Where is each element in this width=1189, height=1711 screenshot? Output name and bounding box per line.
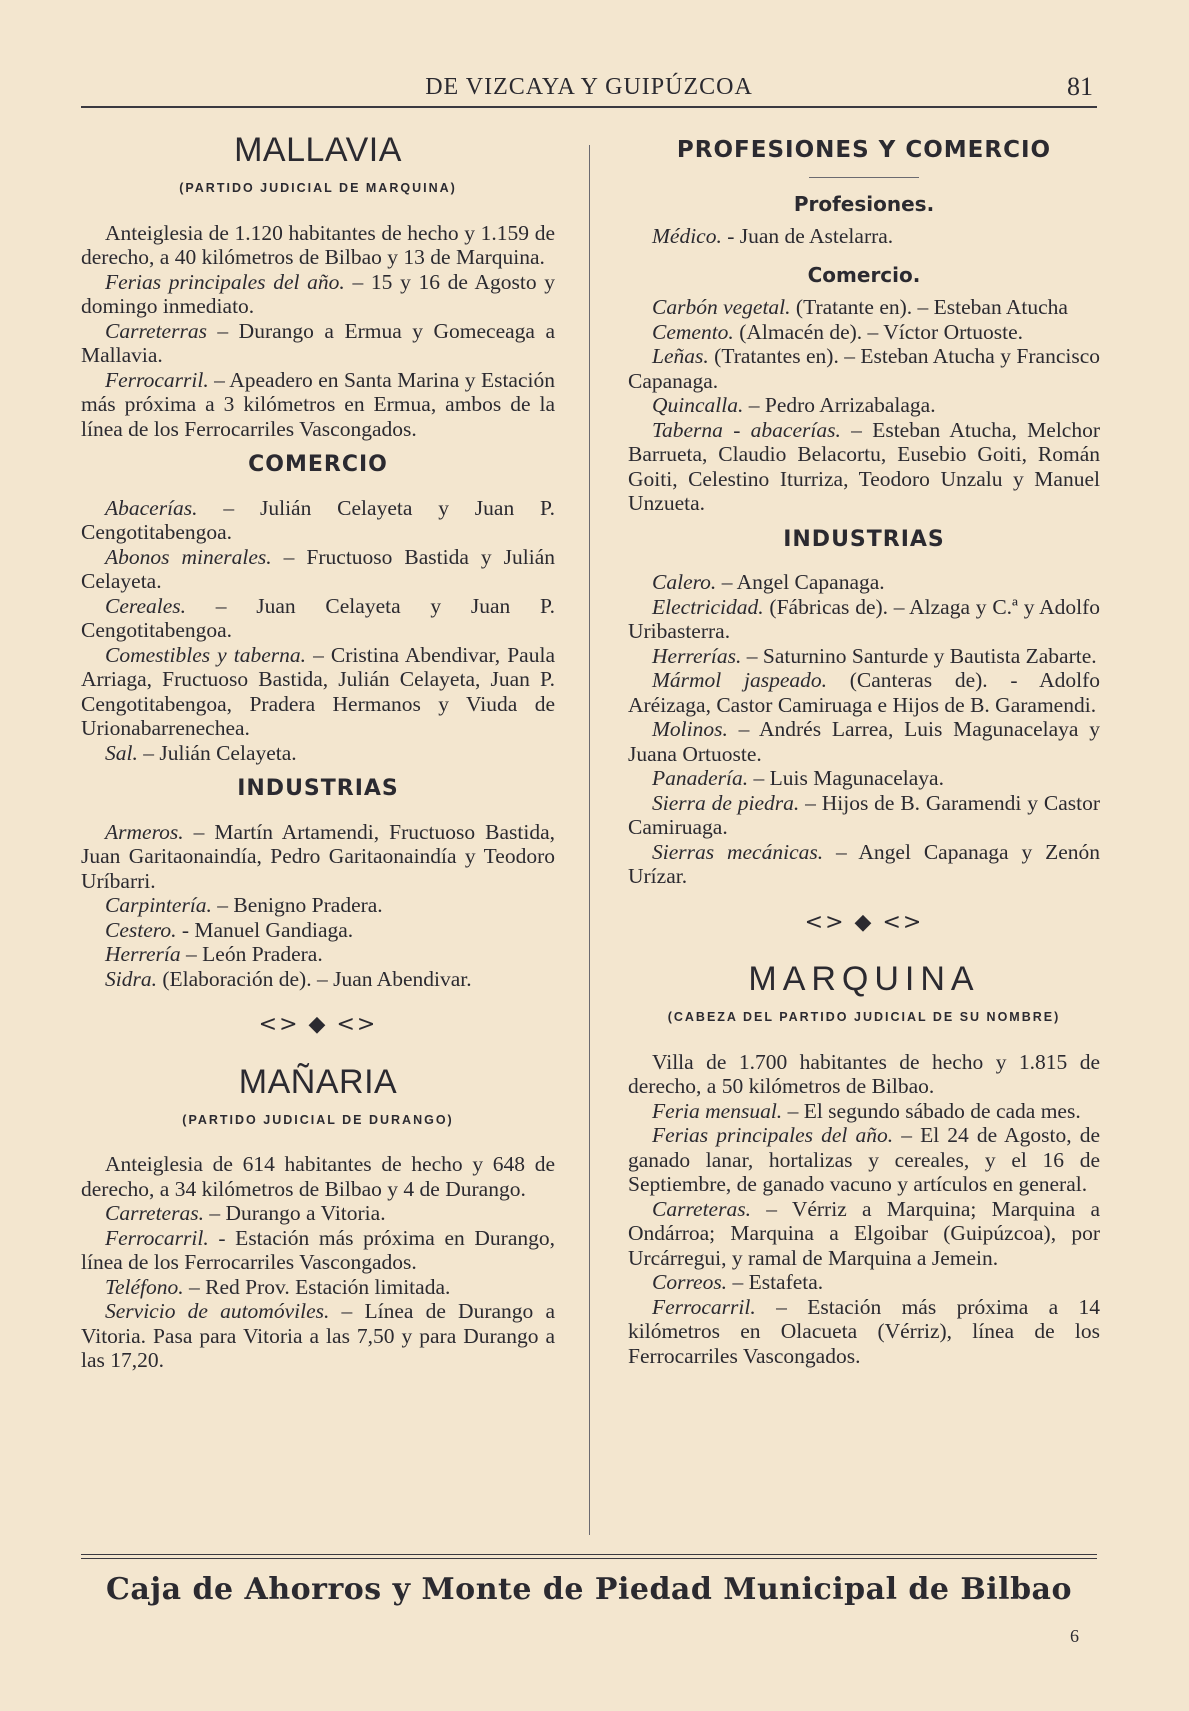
entry-text: – Esteban Atucha, Melchor Barrueta, Claudio Belacortu, Eusebio Goiti, Román Goiti, Celestino Iturriza, Teodoro Unzalu y Manuel Unzueta. [628, 417, 1100, 515]
list-item [628, 668, 1100, 717]
ornament-divider: <> ◆ <> [258, 1012, 378, 1037]
section-industrias-marquina: INDUSTRIAS [783, 526, 945, 552]
entry-label: Carpintería. [105, 893, 212, 917]
list-item [628, 1123, 1100, 1197]
entry-text: - Estación más próxima en Durango, línea de los Ferrocarriles Vascongados. [81, 1225, 555, 1274]
entry-text: – Saturnino Santurde y Bautista Zabarte. [741, 643, 1097, 668]
short-rule [809, 177, 919, 178]
entry-text: – Estafeta. [727, 1270, 824, 1294]
town-title-marquina: MARQUINA [748, 960, 980, 998]
entry-label: Herrerías. [652, 643, 742, 668]
footer-rule [81, 1554, 1097, 1559]
list-item [628, 595, 1100, 644]
entry-text: – Red Prov. Estación limitada. [183, 1274, 451, 1299]
entry-text: (Fábricas de). – Alzaga y C.ª y Adolfo Uribasterra. [628, 594, 1100, 643]
ornament-divider: <> ◆ <> [804, 909, 924, 935]
list-item [628, 570, 1100, 595]
entry-text: – Vérriz a Marquina; Marquina a Ondárroa; Marquina a Elgoibar (Guipúzcoa), por Urcárregui, y ramal de Marquina a Jemein. [628, 1196, 1100, 1270]
entry-label: Sierra de piedra. [652, 790, 800, 815]
list-item [628, 766, 1100, 791]
subsection-profesiones: Profesiones. [793, 191, 935, 216]
entry-label: Ferrocarril. [105, 367, 209, 392]
entry-label: Cestero. [105, 917, 177, 942]
entry-text: – Fructuoso Bastida y Julián Celayeta. [81, 544, 555, 593]
section-profesiones-comercio: PROFESIONES Y COMERCIO [676, 137, 1052, 163]
district-marquina: (CABEZA DEL PARTIDO JUDICIAL DE SU NOMBRE) [667, 1010, 1061, 1024]
entry-text: – Línea de Durango a Vitoria. Pasa para Vitoria a las 7,50 y para Durango a las 17,20. [81, 1299, 555, 1372]
entry-text: – Julián Celayeta y Juan P. Cengotitabengoa. [81, 495, 555, 544]
list-item [81, 496, 555, 545]
list-item [81, 1299, 555, 1373]
entry-label: Servicio de automóviles. [105, 1299, 330, 1323]
entry-label: Ferrocarril. [652, 1294, 756, 1319]
list-item [81, 1275, 555, 1300]
entry-label: Carbón vegetal. [652, 295, 791, 319]
entry-label: Abonos minerales. [105, 544, 272, 569]
list-item [81, 545, 555, 594]
column-divider [589, 145, 590, 1535]
entry-label: Carreteras. [105, 1201, 204, 1225]
entry-ferias [81, 270, 555, 319]
list-item [628, 224, 1100, 249]
town-title-manaria: MAÑARIA [238, 1062, 398, 1101]
entry-label: Molinos. [652, 717, 728, 741]
list-item [628, 1295, 1100, 1369]
entry-label: Carreteras. [652, 1196, 751, 1221]
entry-text: (Tratantes en). – Esteban Atucha y Francisco Capanaga. [628, 344, 1100, 393]
list-item [81, 1226, 555, 1275]
entry-label: Médico. [652, 224, 722, 248]
list-item [81, 942, 555, 967]
list-item [628, 644, 1100, 669]
entry-text: – Andrés Larrea, Luis Magunacelaya y Juana Ortuoste. [628, 717, 1100, 766]
list-item [628, 840, 1100, 889]
entry-label: Abacerías. [105, 495, 198, 520]
section-industrias-mallavia: INDUSTRIAS [237, 776, 399, 801]
list-item [628, 320, 1100, 345]
intro-manaria: Anteiglesia de 614 habitantes de hecho y 648 de derecho, a 34 kilómetros de Bilbao y 4 de Durango. [81, 1152, 555, 1201]
entry-label: Calero. [652, 570, 717, 594]
entry-label: Teléfono. [105, 1274, 184, 1299]
list-item [81, 918, 555, 943]
list-item [628, 1270, 1100, 1295]
entry-text: - Manuel Gandiaga. [176, 917, 354, 942]
entry-text: – Durango a Vitoria. [203, 1201, 386, 1225]
entry-label: Panadería. [652, 766, 749, 790]
entry-text: – El segundo sábado de cada mes. [782, 1098, 1081, 1123]
entry-text: – Martín Artamendi, Fructuoso Bastida, Juan Garitaonaindía, Pedro Garitaonaindía y Teodoro Uríbarri. [81, 819, 555, 893]
running-header [81, 72, 1097, 108]
entry-label: Sierras mecánicas. [652, 839, 824, 864]
entry-text: – Juan Celayeta y Juan P. Cengotitabengoa. [81, 593, 555, 642]
list-item [628, 344, 1100, 393]
town-title-mallavia: MALLAVIA [234, 131, 402, 169]
section-comercio-mallavia: COMERCIO [248, 452, 388, 477]
list-item [81, 1201, 555, 1226]
list-item [628, 295, 1100, 320]
entry-text: - Juan de Astelarra. [721, 224, 894, 248]
entry-text: – Angel Capanaga y Zenón Urízar. [628, 839, 1100, 888]
entry-text: (Almacén de). – Víctor Ortuoste. [733, 319, 1023, 344]
entry-label: Leñas. [652, 344, 709, 368]
list-item [81, 893, 555, 918]
entry-label: Cemento. [652, 319, 734, 344]
entry-text: – Angel Capanaga. [716, 570, 885, 594]
entry-label: Correos. [652, 1270, 728, 1294]
entry-carreteras [81, 319, 555, 368]
entry-label: Electricidad. [652, 594, 764, 619]
footer-advertisement: Caja de Ahorros y Monte de Piedad Municipal de Bilbao [105, 1572, 1073, 1607]
entry-text: – Benigno Pradera. [211, 893, 383, 917]
entry-label: Sal. [105, 740, 138, 765]
district-manaria: (PARTIDO JUDICIAL DE DURANGO) [182, 1112, 454, 1127]
list-item [81, 967, 555, 992]
entry-label: Sidra. [105, 966, 157, 991]
entry-label: Ferias principales del año. [105, 269, 345, 294]
subsection-comercio: Comercio. [807, 262, 921, 287]
entry-text: (Tratante en). – Esteban Atucha [790, 295, 1068, 319]
entry-label: Feria mensual. [652, 1098, 783, 1123]
entry-text: – Luis Magunacelaya. [748, 766, 944, 790]
list-item [628, 393, 1100, 418]
entry-text: – Apeadero en Santa Marina y Estación más próxima a 3 kilómetros en Ermua, ambos de la línea de los Ferrocarriles Vascongados. [81, 367, 555, 441]
entry-text: – Pedro Arrizabalaga. [743, 393, 936, 417]
list-item [628, 1099, 1100, 1124]
entry-label: Taberna - abacerías. [652, 417, 841, 442]
entry-text: – Durango a Ermua y Gomeceaga a Mallavia. [81, 318, 555, 367]
entry-text: – 15 y 16 de Agosto y domingo inmediato. [81, 269, 555, 318]
entry-label: Herrería [105, 942, 181, 966]
intro-marquina: Villa de 1.700 habitantes de hecho y 1.815 de derecho, a 50 kilómetros de Bilbao. [628, 1049, 1100, 1098]
entry-label: Quincalla. [652, 393, 744, 417]
right-column [628, 130, 1100, 1368]
page-number: 81 [1067, 72, 1093, 101]
running-title: DE VIZCAYA Y GUIPÚZCOA [425, 74, 753, 100]
entry-text: – Julián Celayeta. [137, 740, 297, 765]
entry-text: (Canteras de). - Adolfo Aréizaga, Castor Camiruaga e Hijos de B. Garamendi. [628, 668, 1100, 717]
list-item [628, 1197, 1100, 1271]
district-mallavia: (PARTIDO JUDICIAL DE MARQUINA) [179, 181, 457, 195]
left-column [81, 130, 555, 1373]
entry-label: Mármol jaspeado. [652, 668, 828, 692]
entry-text: – León Pradera. [180, 942, 323, 966]
entry-label: Armeros. [105, 819, 184, 844]
list-item [628, 418, 1100, 516]
entry-label: Cereales. [105, 593, 187, 618]
entry-label: Carreterras [105, 318, 207, 343]
intro-mallavia: Anteiglesia de 1.120 habitantes de hecho y 1.159 de derecho, a 40 kilómetros de Bilbao y 13 de Marquina. [81, 220, 555, 269]
list-item [81, 741, 555, 766]
entry-ferrocarril [81, 368, 555, 442]
list-item [628, 717, 1100, 766]
entry-text: – Cristina Abendivar, Paula Arriaga, Fructuoso Bastida, Julián Celayeta, Juan P. Cengotitabengoa, Pradera Hermanos y Viuda de Urionabarrenechea. [81, 642, 555, 740]
list-item [628, 791, 1100, 840]
list-item [81, 643, 555, 741]
entry-label: Ferrocarril. [105, 1225, 209, 1250]
entry-label: Ferias principales del año. [652, 1123, 894, 1147]
entry-label: Comestibles y taberna. [105, 642, 307, 667]
entry-text: – Hijos de B. Garamendi y Castor Camiruaga. [628, 790, 1100, 839]
entry-text: – El 24 de Agosto, de ganado lanar, hortalizas y cereales, y el 16 de Septiembre, de ganado vacuno y artículos en general. [628, 1123, 1100, 1196]
entry-text: (Elaboración de). – Juan Abendivar. [156, 966, 472, 991]
sheet-number: 6 [1070, 1626, 1079, 1646]
list-item [81, 820, 555, 894]
entry-text: – Estación más próxima a 14 kilómetros en Olacueta (Vérriz), línea de los Ferrocarriles Vascongados. [628, 1294, 1100, 1368]
list-item [81, 594, 555, 643]
